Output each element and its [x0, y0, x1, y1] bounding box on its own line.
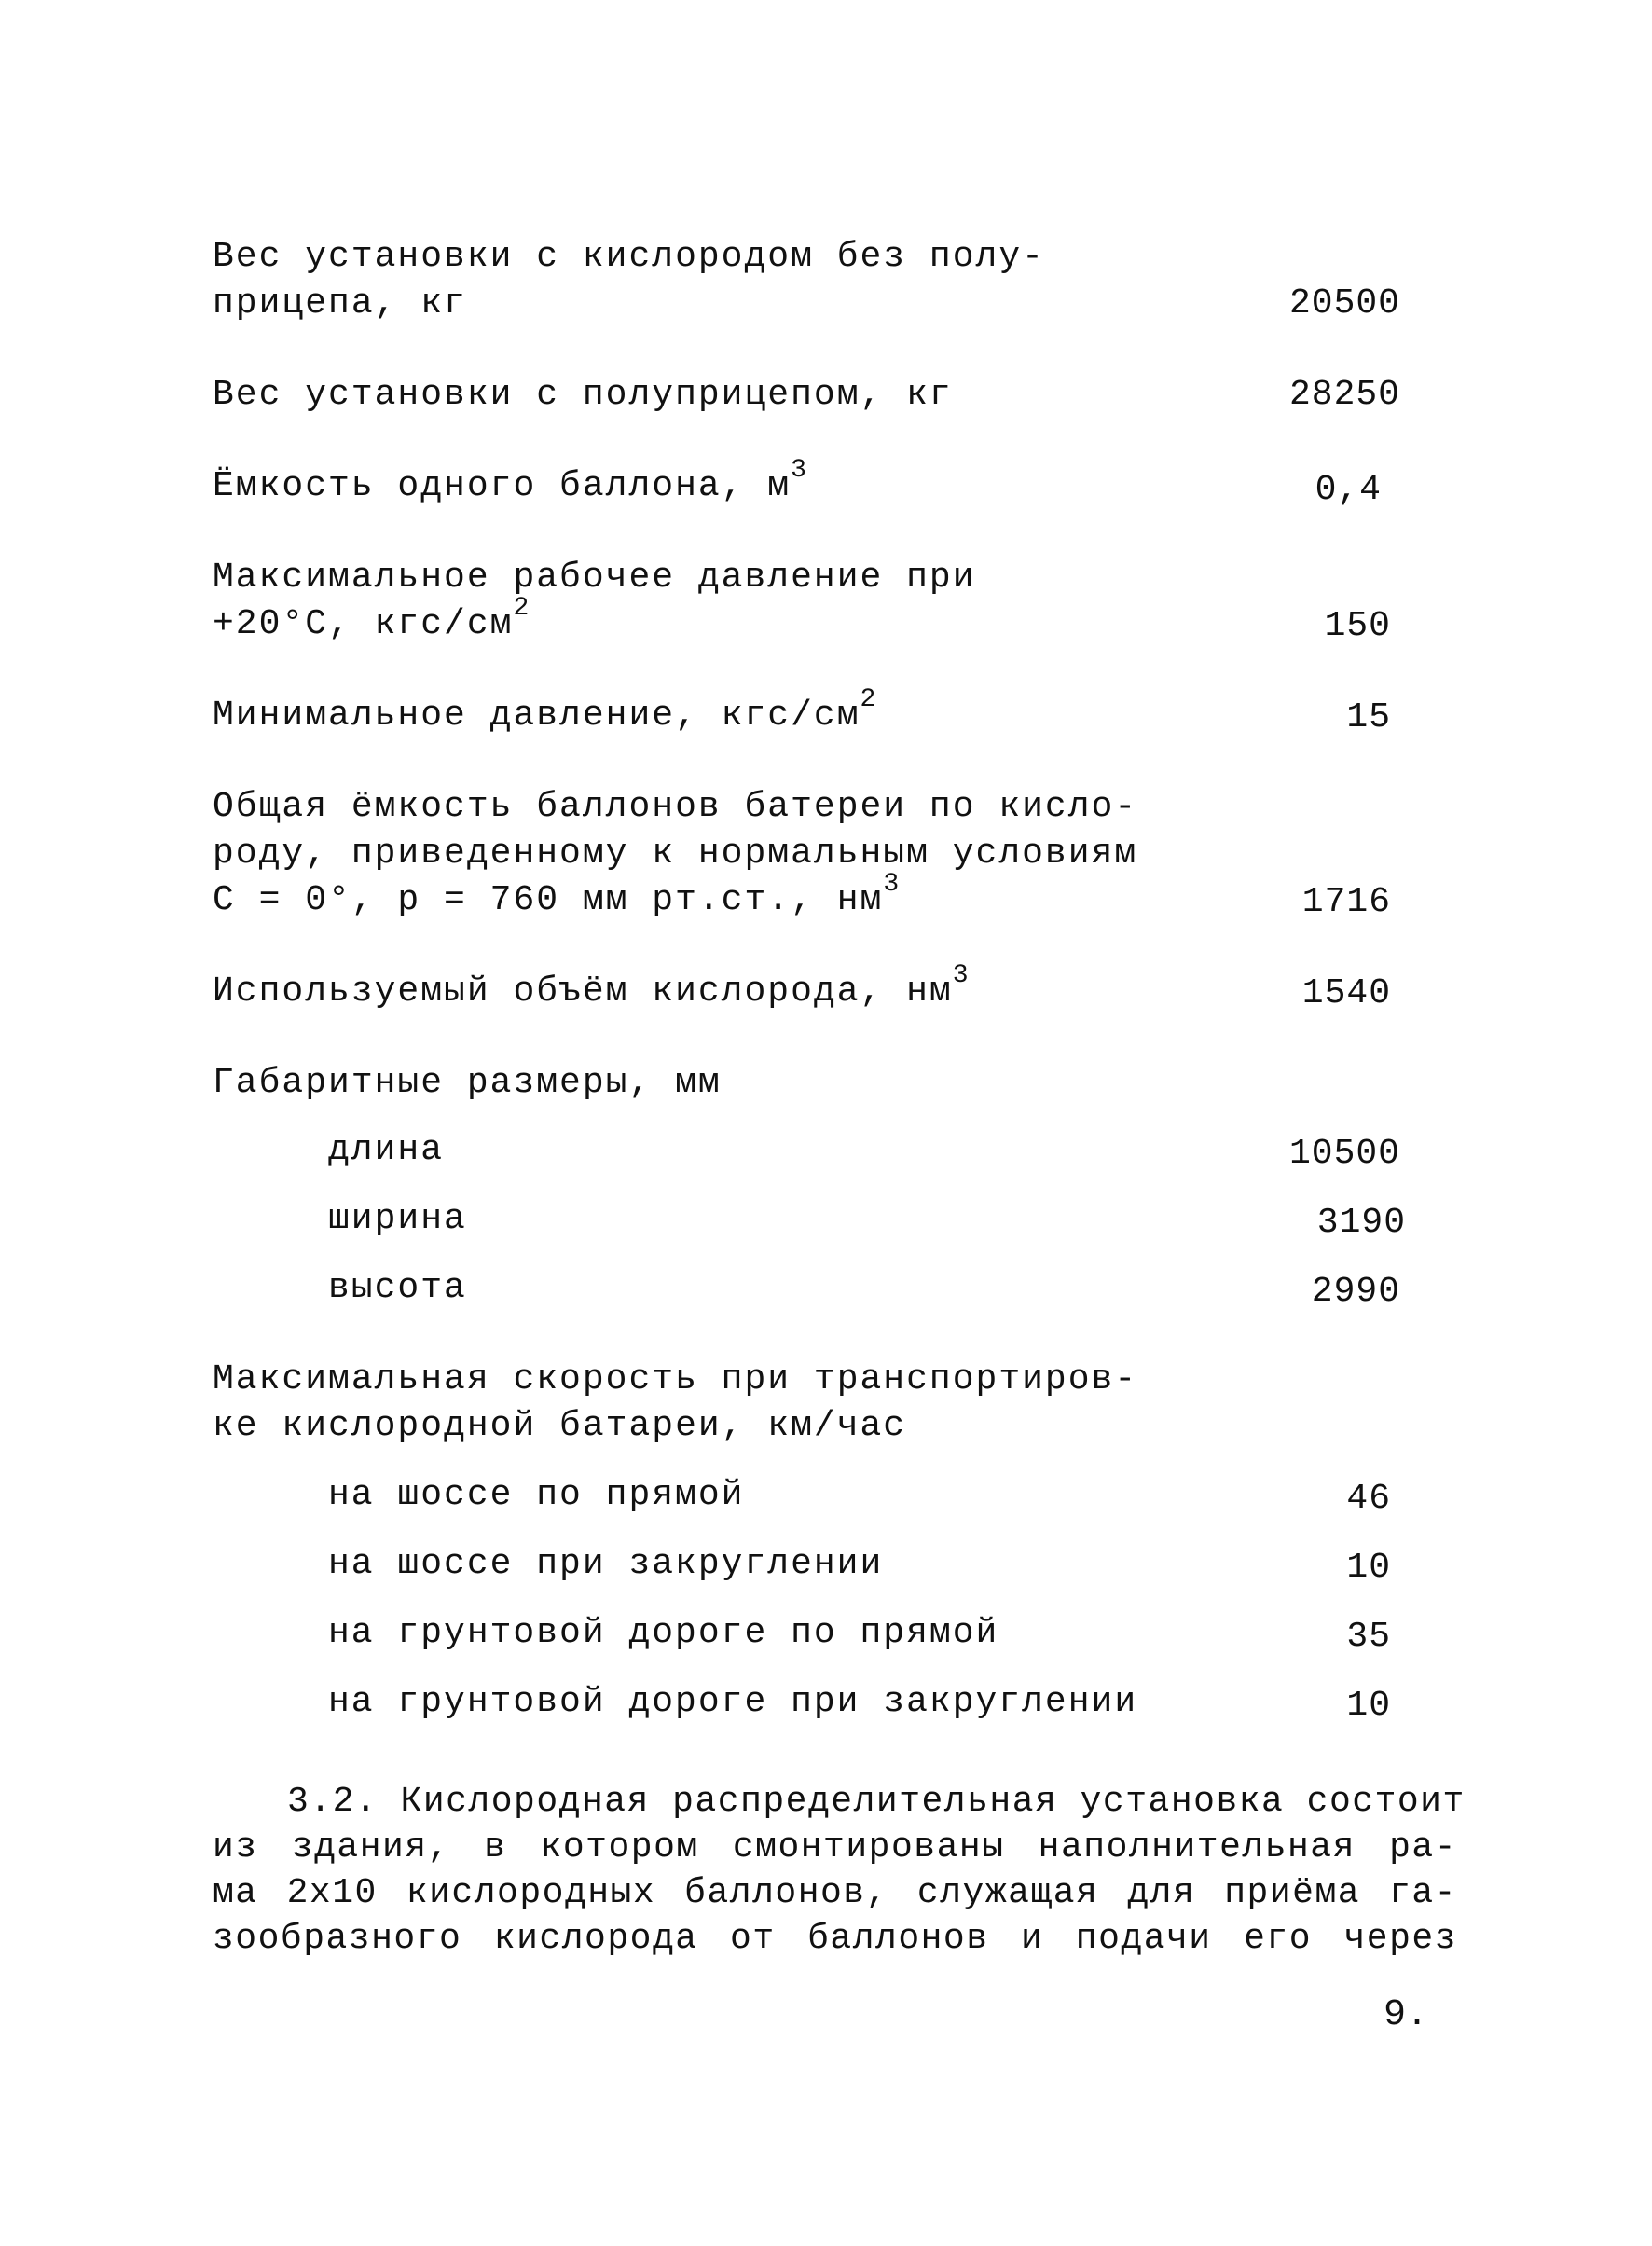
speed-highway-straight-label: на шоссе по прямой — [328, 1475, 745, 1515]
speed-highway-straight-value: 46 — [1346, 1479, 1391, 1519]
spec-max-pressure-line1: Максимальное рабочее давление при — [213, 558, 976, 598]
speed-dirt-straight-label: на грунтовой дороге по прямой — [328, 1613, 999, 1653]
paragraph-line: ма 2х10 кислородных баллонов, служащая для приёма га- — [213, 1873, 1457, 1913]
spec-cylinder-capacity-value: 0,4 — [1315, 470, 1382, 510]
speed-dirt-curve-value: 10 — [1346, 1686, 1391, 1726]
spec-usable-volume-value: 1540 — [1301, 973, 1391, 1013]
dimension-height-label: высота — [328, 1268, 467, 1308]
speed-heading-line1: Максимальная скорость при транспортиров- — [213, 1359, 1138, 1399]
spec-weight-oxygen-line2: прицепа, кг — [213, 283, 467, 324]
unit-superscript: 2 — [513, 594, 531, 624]
spec-cylinder-capacity-label: Ёмкость одного баллона, $м^3$ — [213, 456, 808, 506]
spec-weight-trailer-label: Вес установки с полуприцепом, кг — [213, 375, 953, 415]
spec-total-capacity-value: 1716 — [1301, 882, 1391, 922]
dimension-height-value: 2990 — [1311, 1272, 1400, 1312]
spec-total-capacity-line1: Общая ёмкость баллонов батереи по кисло- — [213, 787, 1138, 827]
unit-superscript: 3 — [791, 456, 808, 486]
unit-superscript: 3 — [883, 870, 902, 900]
section-3-2-paragraph — [213, 1779, 1466, 1962]
speed-dirt-straight-value: 35 — [1346, 1617, 1391, 1657]
spec-weight-oxygen-line1: Вес установки с кислородом без полу- — [213, 237, 1045, 277]
spec-weight-oxygen-value: 20500 — [1288, 283, 1400, 324]
spec-total-capacity-line3: С = 0°, р = 760 мм рт.ст., $нм^3$ — [213, 870, 902, 920]
speed-highway-curve-value: 10 — [1346, 1548, 1391, 1588]
unit-superscript: 3 — [952, 961, 971, 991]
spec-weight-trailer-value: 28250 — [1288, 375, 1400, 415]
speed-heading-line2: ке кислородной батареи, км/час — [213, 1406, 907, 1446]
paragraph-line: зообразного кислорода от баллонов и подачи его через — [213, 1919, 1457, 1959]
unit-superscript: 2 — [860, 685, 878, 715]
dimension-length-value: 10500 — [1288, 1134, 1400, 1174]
spec-max-pressure-value: 150 — [1324, 606, 1391, 646]
spec-min-pressure-value: 15 — [1346, 697, 1391, 737]
dimension-width-label: ширина — [328, 1199, 467, 1239]
spec-min-pressure-label: Минимальное давление, кгс/$см^2$ — [213, 685, 878, 736]
spec-total-capacity-line2: роду, приведенному к нормальным условиям — [213, 834, 1138, 874]
paragraph-line: из здания, в котором смонтированы наполнительная ра- — [213, 1827, 1457, 1867]
spec-max-pressure-line2: +20°С, кгс/$см^2$ — [213, 594, 531, 644]
speed-dirt-curve-label: на грунтовой дороге при закруглении — [328, 1682, 1138, 1722]
dimensions-heading: Габаритные размеры, мм — [213, 1063, 722, 1103]
paragraph-line: 3.2. Кислородная распределительная установка состоит — [287, 1782, 1466, 1822]
dimension-width-value: 3190 — [1316, 1203, 1406, 1243]
dimension-length-label: длина — [328, 1130, 445, 1170]
speed-highway-curve-label: на шоссе при закруглении — [328, 1544, 884, 1584]
page-number: 9. — [1384, 1994, 1429, 2036]
spec-usable-volume-label: Используемый объём кислорода, $нм^3$ — [213, 961, 971, 1012]
